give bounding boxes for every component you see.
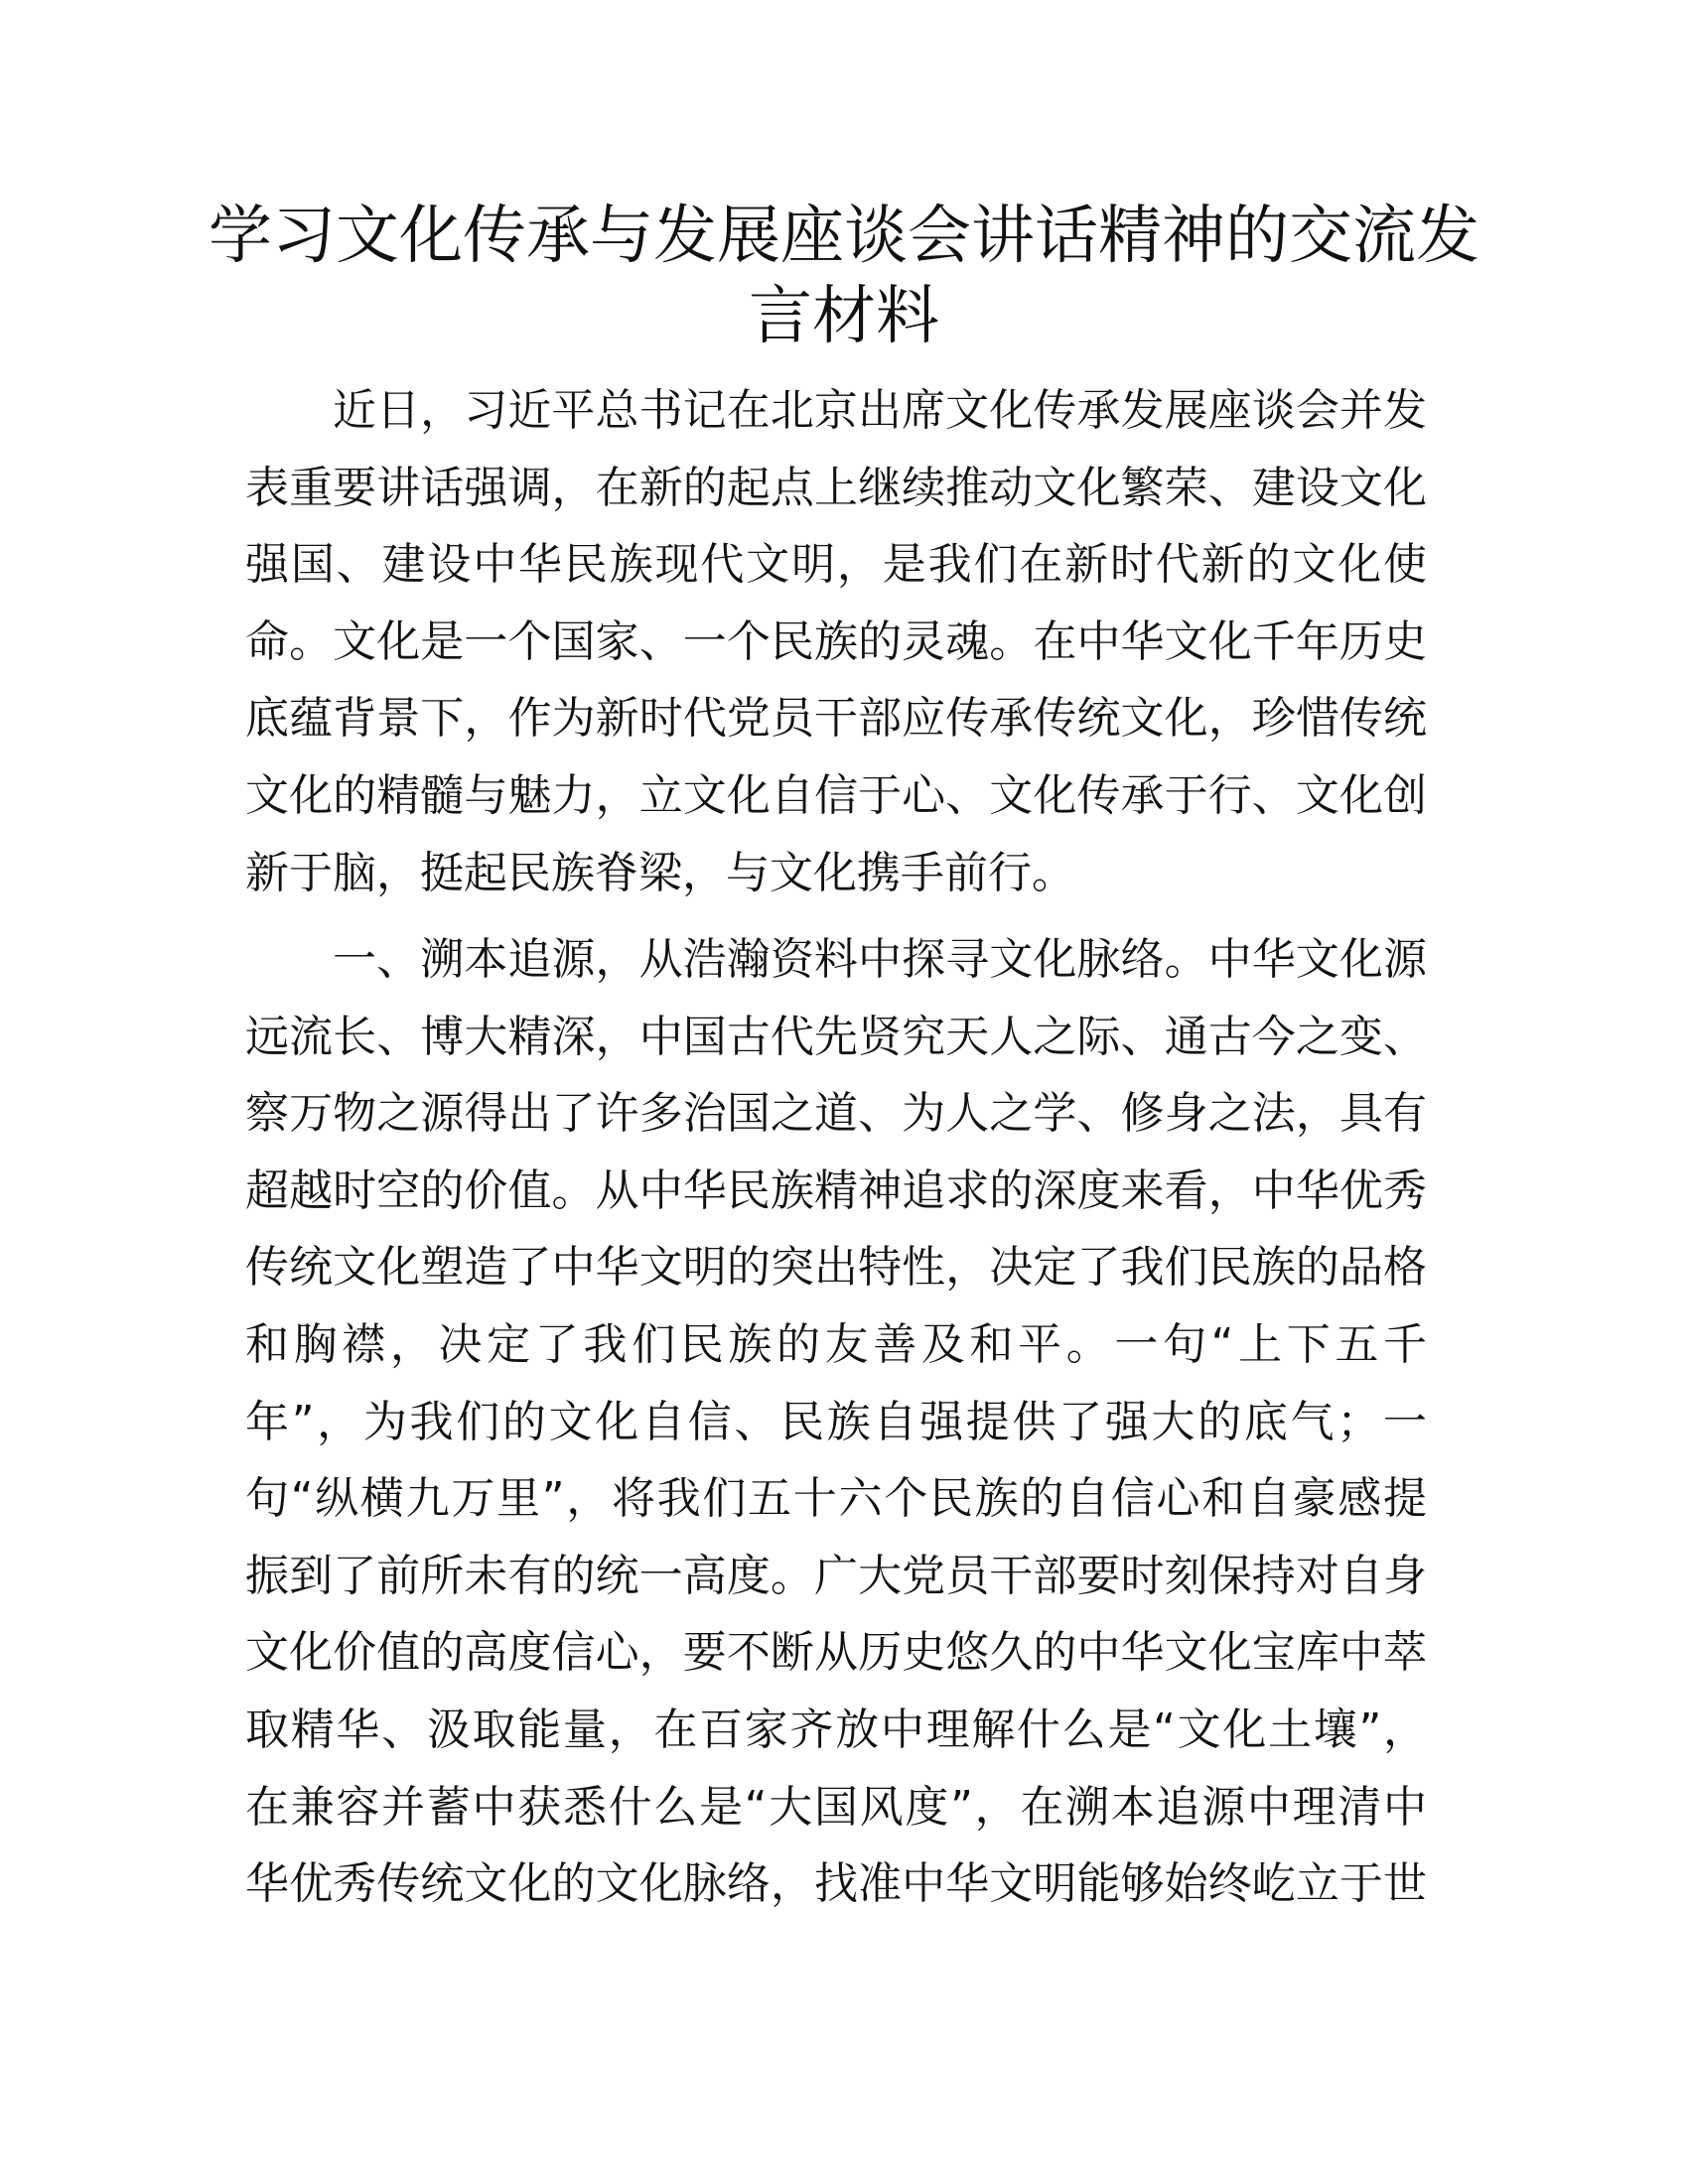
text-line: 命。文化是一个国家、一个民族的灵魂。在中华文化千年历史 bbox=[245, 615, 1427, 667]
text-line: 新于脑，挺起民族脊梁，与文化携手前行。 bbox=[245, 847, 1075, 898]
document-title bbox=[199, 197, 1489, 357]
text-line: 底蕴背景下，作为新时代党员干部应传承传统文化，珍惜传统 bbox=[245, 693, 1427, 745]
text-line: 察万物之源得出了许多治国之道、为人之学、修身之法，具有 bbox=[245, 1088, 1427, 1140]
text-line: 和胸襟，决定了我们民族的友善及和平。一句“上下五千 bbox=[245, 1318, 1427, 1370]
text-line: 近日，习近平总书记在北京出席文化传承发展座谈会并发 bbox=[333, 385, 1427, 436]
paragraph-section-one bbox=[245, 921, 1427, 1923]
text-line: 强国、建设中华民族现代文明，是我们在新时代新的文化使 bbox=[245, 539, 1427, 591]
text-line: 传统文化塑造了中华文明的突出特性，决定了我们民族的品格 bbox=[245, 1242, 1427, 1294]
text-line: 一、溯本追源，从浩瀚资料中探寻文化脉络。中华文化源 bbox=[333, 934, 1427, 985]
text-line: 振到了前所未有的统一高度。广大党员干部要时刻保持对自身 bbox=[245, 1550, 1427, 1601]
text-line: 表重要讲话强调，在新的起点上继续推动文化繁荣、建设文化 bbox=[245, 462, 1427, 513]
title-line: 言材料 bbox=[749, 280, 939, 353]
text-line: 取精华、汲取能量，在百家齐放中理解什么是“文化土壤”， bbox=[245, 1704, 1427, 1755]
text-line: 文化的精髓与魅力，立文化自信于心、文化传承于行、文化创 bbox=[245, 769, 1427, 821]
text-line: 远流长、博大精深，中国古代先贤究天人之际、通古今之变、 bbox=[245, 1011, 1427, 1062]
text-line: 句“纵横九万里”，将我们五十六个民族的自信心和自豪感提 bbox=[245, 1473, 1427, 1525]
text-line: 文化价值的高度信心，要不断从历史悠久的中华文化宝库中萃 bbox=[245, 1627, 1427, 1679]
paragraph-intro bbox=[245, 372, 1427, 911]
text-line: 年”，为我们的文化自信、民族自强提供了强大的底气；一 bbox=[245, 1396, 1427, 1447]
text-line: 华优秀传统文化的文化脉络，找准中华文明能够始终屹立于世 bbox=[245, 1858, 1427, 1910]
text-line: 在兼容并蓄中获悉什么是“大国风度”，在溯本追源中理清中 bbox=[245, 1781, 1427, 1833]
title-line: 学习文化传承与发展座谈会讲话精神的交流发 bbox=[209, 200, 1479, 273]
text-line: 超越时空的价值。从中华民族精神追求的深度来看，中华优秀 bbox=[245, 1164, 1427, 1216]
